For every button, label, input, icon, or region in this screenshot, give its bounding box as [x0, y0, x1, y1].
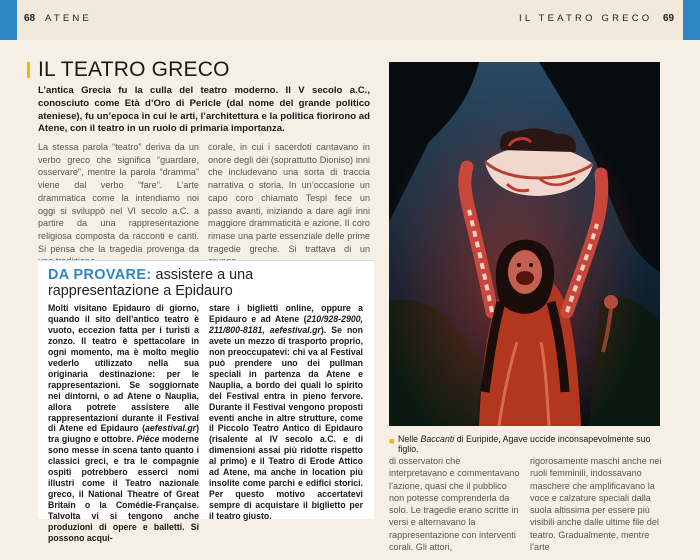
left-page-tab [0, 0, 17, 40]
theatre-photo [389, 62, 660, 426]
tip-box-column-1 [48, 303, 199, 544]
tip-box-colon: : [146, 267, 152, 283]
tip-box-title [48, 267, 364, 299]
caption-bullet: ■ [389, 436, 395, 446]
right-page-tab [683, 0, 700, 40]
tip-text: Molti visitano Epidauro di giorno, quando il sito dell’antico teatro è vuoto, eccezion fatta per i turisti a zonzo. Il teatro è spettacolare in ogni momento, ma è molto meglio vederlo utilizzato nella sua originaria destinazione: per le rappresentazioni. Se soggiornate nei dintorni, o ad Atene o Nauplia, allora potrete assistere alle rappresentazioni durante il [48, 303, 199, 423]
page-header [0, 0, 700, 40]
right-column-2: rigorosamente maschi anche nei ruoli femminili, indossavano maschere che amplificavano la voce e calzature speciali dalla suola altissima per essere più visibili anche dalle ultime file del teatro. Gradualmente, mentre l’arte [530, 456, 662, 553]
tip-box-label: DA PROVARE [48, 267, 147, 283]
article-lead: L’antica Grecia fu la culla del teatro moderno. Il V secolo a.C., conosciuto come Età d’Oro di Pericle (dal nome del grande politico ateniese), fu un’epoca in cui le arti, l’architettura e la politica fiorirono ad Atene, con il teatro in un ruolo di primaria importanza. [38, 85, 370, 135]
title-accent-bar [27, 62, 30, 78]
article-column-1: La stessa parola “teatro” deriva da un verbo greco che significa “guardare, osservare”, mentre la parola “dramma” viene dal verbo “fare”. L’arte drammatica come la intendiamo noi oggi si sviluppò nel VI secolo a.C. a partire da una rappresentazione religiosa composta da racconti e canti. Si pensa che la tragedia provenga da [38, 142, 199, 254]
photo-caption [398, 434, 668, 454]
festival-name: Festival di Atene ed Epidauro [48, 412, 199, 434]
caption-title: Baccanti [420, 434, 455, 444]
article-title: IL TEATRO GRECO [38, 58, 230, 81]
right-page-number: 69 [663, 13, 675, 24]
tip-text: ( [138, 423, 145, 434]
right-running-title: IL TEATRO GRECO [519, 13, 653, 24]
caption-text: Nelle [398, 434, 421, 444]
article-column-2: corale, in cui i sacerdoti cantavano in onore degli dèi (soprattutto Dioniso) inni che includevano una sorta di traccia narrativa o storia. In un’occasione un capo coro chiamato Tespi fece un passo avanti, iniziando a dare agli inni maggiore drammaticità e azione. Il coro rimase una parte essenziale delle prime tragedie greche. Si trattava di un [208, 142, 370, 254]
left-running-title: ATENE [45, 13, 92, 24]
tip-box-heading: assistere a una rappresentazione a Epidauro [48, 267, 254, 299]
festival-website: aefestival.gr [145, 423, 197, 434]
contact-phones: 210/928-2900, 211/800-8181, aefestival.gr [209, 313, 363, 335]
tip-text: stare i biglietti online, oppure a Epidauro e ad Atene ( [209, 303, 363, 324]
tip-box [38, 260, 374, 544]
tip-text: moderne sono messe in scena tanto quanto i classici greci, e tra le compagnie ospiti potrebbero esserci nomi illustri come il Teatro nazionale greco, il National Theatre of Great Britain o la Comédie-Française. Talvolta vi si tengono anche produzioni di opere e balletti. Si possono acqui- [48, 434, 199, 544]
piece-word: Pièce [136, 434, 160, 445]
tip-text: ). Se non avete un mezzo di trasporto proprio, non preoccupatevi: chi va al Festival può prendere uno dei pullman speciali in partenza da Atene e Nauplia, a bordo dei quali lo spirito del Festival entra in pieno fervore. Durante il Festival vengono proposti eventi anche in altre strutture, come il Piccolo Teatro Antico di Epidauro (risalente al IV secolo a.C. e di dimensioni assai più ridotte rispetto al primo) e il Teatro di Erode Attico ad Atene, ma anche in location più insolite come parchi e edifici storici. Per questo motivo accertatevi sempre di acquistare il biglietto per il teatro giusto. [209, 324, 363, 522]
right-column-1: di osservatori che interpretavano e commentavano l’azione, quasi che il pubblico non potesse comprenderla da solo. Le tragedie erano scritte in versi e alternavano la rappresentazione con interventi corali. Gli attori, [389, 456, 520, 553]
caption-text: di Euripide, Agave uccide inconsapevolmente suo figlio. [398, 434, 651, 454]
bacchae-performance-image [389, 62, 660, 426]
tip-box-column-2 [209, 303, 363, 522]
tip-text: ) tra giugno e ottobre. [48, 423, 199, 445]
left-page-number: 68 [24, 13, 36, 24]
